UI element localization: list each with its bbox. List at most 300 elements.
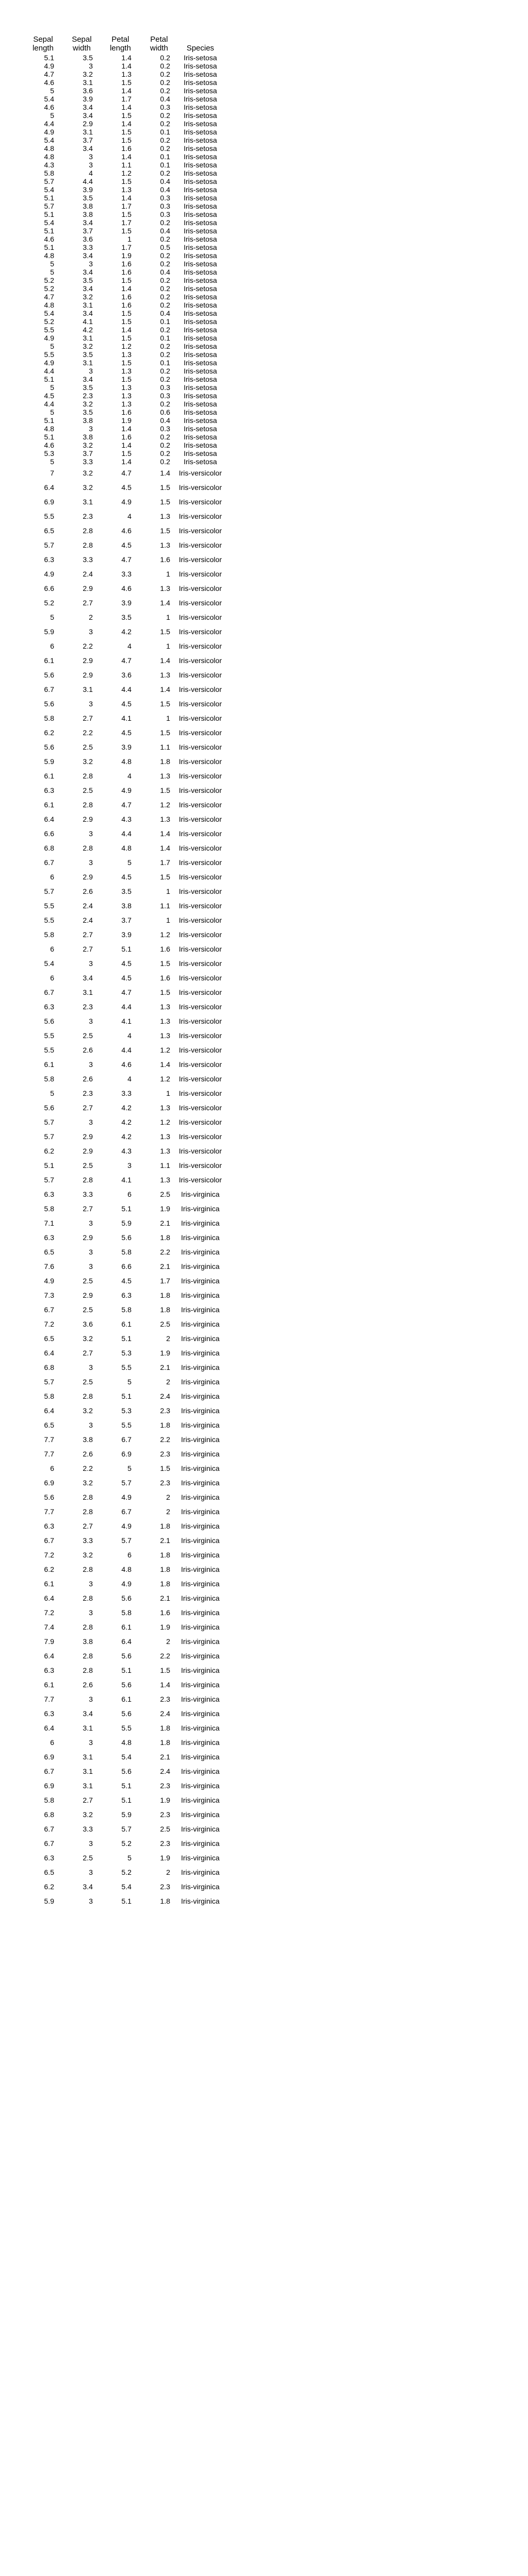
cell-sepal-length: 6.7 [44, 685, 54, 693]
table-row [24, 1721, 222, 1735]
table-row [24, 416, 222, 425]
table-row [24, 783, 222, 798]
cell-sepal-length: 5.1 [44, 375, 54, 383]
cell-sepal-width: 2.2 [82, 728, 93, 737]
table-row [24, 392, 222, 400]
cell-sepal-width: 3.4 [82, 974, 93, 982]
table-row [24, 697, 222, 711]
cell-species: Iris-versicolor [178, 858, 222, 867]
cell-sepal-length: 5.8 [44, 1205, 54, 1213]
cell-species: Iris-versicolor [178, 671, 222, 679]
cell-sepal-length: 4.3 [44, 161, 54, 169]
cell-sepal-width: 4.4 [82, 177, 93, 185]
cell-sepal-length: 4.8 [44, 152, 54, 161]
cell-species: Iris-versicolor [178, 1031, 222, 1040]
cell-petal-length: 1.3 [121, 70, 131, 78]
cell-species: Iris-versicolor [178, 945, 222, 953]
table-row [24, 1043, 222, 1057]
cell-sepal-width: 3 [89, 1248, 93, 1256]
cell-petal-width: 1.5 [160, 1666, 170, 1674]
cell-sepal-length: 6.9 [44, 1782, 54, 1790]
table-row [24, 754, 222, 769]
cell-sepal-length: 5.4 [44, 959, 54, 968]
cell-species: Iris-virginica [181, 1709, 220, 1718]
table-row [24, 1216, 222, 1230]
cell-species: Iris-setosa [184, 326, 217, 334]
table-row [24, 855, 222, 870]
table-row [24, 1201, 222, 1216]
table-row [24, 1562, 222, 1577]
cell-species: Iris-virginica [181, 1205, 220, 1213]
cell-sepal-length: 6 [50, 974, 54, 982]
cell-petal-length: 4.1 [121, 714, 131, 722]
cell-sepal-length: 6.3 [44, 1233, 54, 1242]
table-row [24, 383, 222, 392]
cell-petal-width: 2.3 [160, 1883, 170, 1891]
cell-sepal-width: 2.5 [82, 1031, 93, 1040]
cell-petal-width: 1.6 [160, 555, 170, 564]
cell-sepal-width: 3.5 [82, 408, 93, 416]
cell-sepal-length: 4.4 [44, 400, 54, 408]
cell-petal-width: 0.6 [160, 408, 170, 416]
cell-sepal-length: 5 [50, 87, 54, 95]
cell-petal-width: 1 [166, 613, 170, 621]
cell-petal-length: 4.6 [121, 584, 131, 592]
cell-species: Iris-virginica [181, 1291, 220, 1299]
cell-species: Iris-virginica [181, 1738, 220, 1747]
cell-sepal-width: 2.9 [82, 1233, 93, 1242]
table-row [24, 653, 222, 668]
cell-petal-length: 5.9 [121, 1219, 131, 1227]
table-row [24, 326, 222, 334]
table-row [24, 251, 222, 260]
cell-sepal-width: 3.4 [82, 111, 93, 120]
table-row [24, 334, 222, 342]
cell-petal-length: 1.3 [121, 350, 131, 359]
cell-petal-length: 1.5 [121, 177, 131, 185]
cell-species: Iris-setosa [184, 185, 217, 194]
cell-petal-width: 0.3 [160, 103, 170, 111]
cell-species: Iris-setosa [184, 441, 217, 449]
cell-species: Iris-setosa [184, 317, 217, 326]
cell-species: Iris-setosa [184, 334, 217, 342]
cell-petal-length: 1.4 [121, 284, 131, 293]
cell-petal-length: 4.5 [121, 541, 131, 549]
cell-petal-length: 1.1 [121, 161, 131, 169]
cell-sepal-length: 4.9 [44, 1277, 54, 1285]
cell-petal-width: 0.1 [160, 161, 170, 169]
cell-petal-width: 2.2 [160, 1248, 170, 1256]
cell-sepal-length: 5.5 [44, 512, 54, 520]
cell-petal-length: 1.5 [121, 334, 131, 342]
cell-sepal-width: 3.3 [82, 1190, 93, 1198]
cell-petal-width: 0.2 [160, 218, 170, 227]
cell-petal-width: 1.8 [160, 757, 170, 766]
cell-petal-width: 0.1 [160, 152, 170, 161]
cell-petal-width: 0.2 [160, 457, 170, 466]
table-row [24, 1072, 222, 1086]
cell-petal-length: 5.7 [121, 1479, 131, 1487]
table-row [24, 1692, 222, 1706]
cell-sepal-length: 5.6 [44, 1493, 54, 1501]
cell-species: Iris-versicolor [178, 988, 222, 996]
table-row [24, 1605, 222, 1620]
cell-petal-length: 1.5 [121, 111, 131, 120]
cell-sepal-width: 3.9 [82, 185, 93, 194]
table-row [24, 1375, 222, 1389]
cell-sepal-length: 5.4 [44, 309, 54, 317]
cell-petal-length: 1.9 [121, 416, 131, 425]
cell-sepal-length: 5.7 [44, 887, 54, 895]
cell-species: Iris-virginica [181, 1435, 220, 1444]
cell-sepal-width: 3.2 [82, 400, 93, 408]
cell-sepal-length: 6.2 [44, 1883, 54, 1891]
cell-species: Iris-setosa [184, 194, 217, 202]
table-row [24, 1100, 222, 1115]
cell-petal-length: 5.6 [121, 1767, 131, 1775]
cell-petal-width: 2.3 [160, 1450, 170, 1458]
cell-species: Iris-versicolor [178, 974, 222, 982]
cell-petal-length: 4.2 [121, 1118, 131, 1126]
cell-sepal-width: 3.8 [82, 202, 93, 210]
cell-species: Iris-virginica [181, 1767, 220, 1775]
cell-petal-length: 6.9 [121, 1450, 131, 1458]
cell-species: Iris-setosa [184, 87, 217, 95]
cell-sepal-length: 5.7 [44, 1176, 54, 1184]
cell-sepal-width: 2.3 [82, 1089, 93, 1097]
table-row [24, 596, 222, 610]
cell-sepal-width: 3 [89, 1421, 93, 1429]
table-row [24, 956, 222, 971]
cell-sepal-width: 3.5 [82, 350, 93, 359]
cell-species: Iris-versicolor [178, 714, 222, 722]
cell-species: Iris-virginica [181, 1782, 220, 1790]
cell-sepal-length: 6.3 [44, 555, 54, 564]
header-sepal-width: Sepal width [72, 35, 92, 53]
cell-petal-width: 0.4 [160, 416, 170, 425]
cell-sepal-length: 6.7 [44, 988, 54, 996]
cell-petal-length: 4.7 [121, 469, 131, 477]
cell-petal-length: 1.5 [121, 78, 131, 87]
cell-sepal-width: 2.5 [82, 743, 93, 751]
table-row [24, 466, 222, 480]
cell-sepal-length: 6.1 [44, 1681, 54, 1689]
cell-petal-length: 5.6 [121, 1709, 131, 1718]
cell-species: Iris-versicolor [178, 685, 222, 693]
cell-petal-width: 0.2 [160, 342, 170, 350]
cell-sepal-width: 3.4 [82, 375, 93, 383]
cell-sepal-length: 5.1 [44, 243, 54, 251]
cell-sepal-length: 6.9 [44, 1479, 54, 1487]
table-row [24, 480, 222, 495]
cell-petal-width: 1.1 [160, 1161, 170, 1170]
cell-species: Iris-virginica [181, 1320, 220, 1328]
cell-sepal-length: 6.5 [44, 527, 54, 535]
table-row [24, 449, 222, 457]
cell-petal-length: 1.5 [121, 276, 131, 284]
cell-sepal-width: 3.8 [82, 1435, 93, 1444]
cell-sepal-length: 5 [50, 268, 54, 276]
table-row [24, 509, 222, 523]
cell-petal-width: 0.1 [160, 317, 170, 326]
table-row [24, 1677, 222, 1692]
cell-petal-width: 1.4 [160, 1060, 170, 1069]
cell-species: Iris-setosa [184, 251, 217, 260]
cell-sepal-length: 6.1 [44, 656, 54, 665]
cell-species: Iris-setosa [184, 433, 217, 441]
cell-petal-length: 4.5 [121, 700, 131, 708]
cell-petal-width: 1.1 [160, 902, 170, 910]
cell-sepal-length: 7 [50, 469, 54, 477]
cell-species: Iris-setosa [184, 375, 217, 383]
cell-sepal-length: 6.3 [44, 1666, 54, 1674]
table-row [24, 1418, 222, 1432]
cell-sepal-width: 3.3 [82, 1825, 93, 1833]
cell-sepal-width: 3.4 [82, 268, 93, 276]
cell-sepal-length: 6.9 [44, 498, 54, 506]
table-row [24, 884, 222, 899]
cell-species: Iris-versicolor [178, 498, 222, 506]
cell-sepal-width: 2.7 [82, 714, 93, 722]
cell-species: Iris-virginica [181, 1580, 220, 1588]
cell-petal-length: 1.3 [121, 367, 131, 375]
cell-sepal-length: 4.8 [44, 301, 54, 309]
cell-species: Iris-versicolor [178, 930, 222, 939]
cell-sepal-width: 3 [89, 1363, 93, 1371]
cell-petal-width: 1.3 [160, 1031, 170, 1040]
cell-species: Iris-virginica [181, 1450, 220, 1458]
table-row [24, 400, 222, 408]
table-row [24, 1620, 222, 1634]
cell-petal-width: 1.5 [160, 1464, 170, 1472]
cell-petal-width: 0.2 [160, 144, 170, 152]
cell-petal-width: 1.3 [160, 815, 170, 823]
cell-petal-length: 4.1 [121, 1017, 131, 1025]
cell-petal-width: 0.2 [160, 441, 170, 449]
cell-species: Iris-virginica [181, 1349, 220, 1357]
table-row [24, 1836, 222, 1851]
cell-sepal-length: 4.9 [44, 359, 54, 367]
cell-sepal-width: 3.5 [82, 383, 93, 392]
cell-petal-length: 4 [127, 772, 131, 780]
table-row [24, 1533, 222, 1548]
cell-petal-width: 1.8 [160, 1897, 170, 1905]
cell-species: Iris-setosa [184, 367, 217, 375]
table-row [24, 1245, 222, 1259]
cell-species: Iris-virginica [181, 1406, 220, 1415]
cell-species: Iris-setosa [184, 293, 217, 301]
cell-species: Iris-versicolor [178, 887, 222, 895]
cell-petal-width: 1 [166, 642, 170, 650]
cell-petal-length: 4.7 [121, 801, 131, 809]
cell-petal-width: 2.3 [160, 1782, 170, 1790]
table-row [24, 798, 222, 812]
table-row [24, 913, 222, 927]
cell-species: Iris-setosa [184, 284, 217, 293]
cell-sepal-length: 5.7 [44, 177, 54, 185]
cell-petal-length: 4.2 [121, 628, 131, 636]
cell-petal-length: 1.4 [121, 54, 131, 62]
cell-sepal-width: 3.7 [82, 136, 93, 144]
cell-sepal-width: 3.1 [82, 78, 93, 87]
cell-petal-width: 0.3 [160, 425, 170, 433]
table-row [24, 942, 222, 956]
cell-petal-width: 2.1 [160, 1594, 170, 1602]
cell-sepal-width: 2.8 [82, 1176, 93, 1184]
cell-petal-width: 1.3 [160, 541, 170, 549]
cell-petal-width: 1.8 [160, 1580, 170, 1588]
cell-petal-length: 5.1 [121, 1897, 131, 1905]
cell-petal-length: 1.9 [121, 251, 131, 260]
cell-species: Iris-setosa [184, 62, 217, 70]
cell-species: Iris-virginica [181, 1464, 220, 1472]
table-row [24, 350, 222, 359]
cell-sepal-length: 7.7 [44, 1695, 54, 1703]
table-row [24, 103, 222, 111]
cell-sepal-width: 2.6 [82, 887, 93, 895]
table-row [24, 1577, 222, 1591]
cell-petal-length: 4.3 [121, 815, 131, 823]
cell-sepal-length: 6.4 [44, 815, 54, 823]
header-sepal-length: Sepal length [32, 35, 54, 53]
cell-sepal-width: 3.1 [82, 685, 93, 693]
cell-species: Iris-virginica [181, 1839, 220, 1848]
cell-sepal-length: 6.8 [44, 1810, 54, 1819]
cell-sepal-length: 4.9 [44, 570, 54, 578]
cell-petal-length: 4.8 [121, 757, 131, 766]
cell-petal-width: 1.1 [160, 743, 170, 751]
cell-sepal-length: 6.3 [44, 786, 54, 794]
cell-species: Iris-versicolor [178, 801, 222, 809]
cell-petal-width: 2.3 [160, 1406, 170, 1415]
cell-sepal-width: 2.6 [82, 1450, 93, 1458]
cell-petal-length: 4 [127, 642, 131, 650]
cell-sepal-length: 6.1 [44, 772, 54, 780]
cell-petal-width: 2.5 [160, 1320, 170, 1328]
table-row [24, 668, 222, 682]
cell-species: Iris-setosa [184, 408, 217, 416]
cell-sepal-length: 6.7 [44, 1767, 54, 1775]
cell-species: Iris-virginica [181, 1507, 220, 1516]
cell-sepal-length: 5.2 [44, 284, 54, 293]
cell-species: Iris-virginica [181, 1392, 220, 1400]
cell-sepal-length: 7.7 [44, 1450, 54, 1458]
cell-sepal-width: 3 [89, 1738, 93, 1747]
table-row [24, 1649, 222, 1663]
cell-petal-length: 5.6 [121, 1233, 131, 1242]
cell-petal-length: 1.4 [121, 87, 131, 95]
cell-sepal-length: 5 [50, 342, 54, 350]
table-row [24, 359, 222, 367]
cell-petal-width: 0.2 [160, 301, 170, 309]
cell-petal-width: 1.3 [160, 1003, 170, 1011]
cell-petal-length: 5.8 [121, 1248, 131, 1256]
cell-petal-width: 2.1 [160, 1219, 170, 1227]
table-row [24, 552, 222, 567]
table-row [24, 1230, 222, 1245]
cell-sepal-width: 3.4 [82, 218, 93, 227]
cell-sepal-length: 5.1 [44, 54, 54, 62]
cell-petal-length: 6.1 [121, 1623, 131, 1631]
cell-sepal-width: 4.1 [82, 317, 93, 326]
cell-species: Iris-versicolor [178, 613, 222, 621]
cell-species: Iris-virginica [181, 1479, 220, 1487]
cell-petal-width: 1.4 [160, 685, 170, 693]
cell-sepal-length: 4.4 [44, 120, 54, 128]
cell-sepal-length: 7.9 [44, 1637, 54, 1646]
cell-sepal-width: 3 [89, 1262, 93, 1270]
table-row [24, 1663, 222, 1677]
cell-petal-width: 1.6 [160, 945, 170, 953]
cell-sepal-width: 2.6 [82, 1681, 93, 1689]
cell-species: Iris-virginica [181, 1565, 220, 1573]
cell-petal-width: 0.2 [160, 293, 170, 301]
cell-petal-width: 2.3 [160, 1479, 170, 1487]
cell-species: Iris-setosa [184, 416, 217, 425]
cell-petal-length: 1.3 [121, 185, 131, 194]
cell-sepal-width: 2.8 [82, 844, 93, 852]
cell-sepal-width: 2.5 [82, 1277, 93, 1285]
cell-petal-length: 1.6 [121, 260, 131, 268]
cell-sepal-length: 6.6 [44, 829, 54, 838]
cell-species: Iris-versicolor [178, 1046, 222, 1054]
cell-sepal-width: 3.7 [82, 227, 93, 235]
table-row [24, 293, 222, 301]
table-row [24, 457, 222, 466]
cell-species: Iris-versicolor [178, 743, 222, 751]
cell-petal-width: 2.5 [160, 1190, 170, 1198]
cell-petal-length: 5.5 [121, 1363, 131, 1371]
cell-petal-length: 4.5 [121, 1277, 131, 1285]
cell-sepal-width: 2.3 [82, 1003, 93, 1011]
cell-sepal-length: 6.1 [44, 1580, 54, 1588]
cell-sepal-width: 2.7 [82, 930, 93, 939]
cell-petal-length: 4.4 [121, 1046, 131, 1054]
cell-sepal-width: 3.4 [82, 1709, 93, 1718]
cell-sepal-length: 6.1 [44, 1060, 54, 1069]
table-row [24, 111, 222, 120]
cell-species: Iris-setosa [184, 383, 217, 392]
cell-sepal-width: 2.7 [82, 1349, 93, 1357]
cell-species: Iris-setosa [184, 210, 217, 218]
cell-sepal-width: 3.2 [82, 1551, 93, 1559]
table-row [24, 136, 222, 144]
cell-species: Iris-virginica [181, 1334, 220, 1343]
table-row [24, 1259, 222, 1274]
cell-sepal-width: 2.2 [82, 1464, 93, 1472]
table-row [24, 1504, 222, 1519]
cell-petal-width: 2 [166, 1507, 170, 1516]
cell-species: Iris-virginica [181, 1608, 220, 1617]
cell-petal-width: 1.8 [160, 1724, 170, 1732]
table-row [24, 1115, 222, 1129]
cell-sepal-width: 2.7 [82, 1796, 93, 1804]
cell-species: Iris-versicolor [178, 1104, 222, 1112]
cell-sepal-length: 5.1 [44, 1161, 54, 1170]
cell-sepal-width: 3 [89, 1839, 93, 1848]
table-row [24, 227, 222, 235]
cell-petal-length: 4.3 [121, 1147, 131, 1155]
cell-sepal-length: 5 [50, 613, 54, 621]
cell-sepal-length: 4.8 [44, 144, 54, 152]
cell-species: Iris-setosa [184, 95, 217, 103]
cell-petal-length: 1.7 [121, 202, 131, 210]
cell-sepal-length: 5.5 [44, 916, 54, 924]
cell-petal-length: 4.9 [121, 1493, 131, 1501]
cell-sepal-length: 6.4 [44, 1652, 54, 1660]
cell-petal-width: 1.3 [160, 584, 170, 592]
cell-species: Iris-versicolor [178, 1176, 222, 1184]
